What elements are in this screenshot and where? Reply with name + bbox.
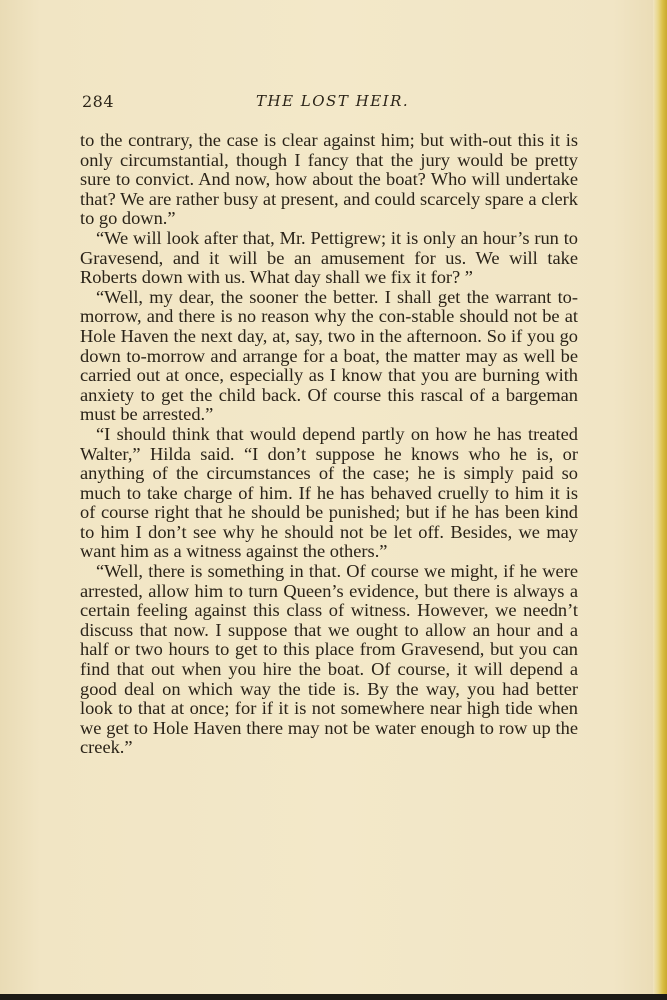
body-text (80, 131, 578, 758)
paragraph: “I should think that would depend partly on how he has treated Walter,” Hilda said. “I don’t suppose he knows who he is, or anything of the circumstances of the case; he is simply paid so much to take charge of him. If he has behaved cruelly to him it is of course right that he should be punished; but if he has been kind to him I don’t see why he should not be let off. Besides, we may want him as a witness against the others.” (80, 423, 578, 562)
running-title: THE LOST HEIR. (256, 92, 410, 110)
paragraph: to the contrary, the case is clear against him; but with-out this it is only circumstantial, though I fancy that the jury would be pretty sure to convict. And now, how about the boat? Who will undertake that? We are rather busy at present, and could scarcely spare a clerk to go down.” (80, 130, 578, 229)
paragraph: “We will look after that, Mr. Pettigrew; it is only an hour’s run to Gravesend, and it will be an amusement for us. We will take Roberts down with us. What day shall we fix it for? ” (80, 227, 578, 288)
page-number: 284 (82, 92, 115, 111)
paragraph: “Well, there is something in that. Of course we might, if he were arrested, allow him to turn Queen’s evidence, but there is always a certain feeling against this class of witness. However, we needn’t discuss that now. I suppose that we ought to allow an hour and a half or two hours to get to this place from Gravesend, but you can find that out when you hire the boat. Of course, it will depend a good deal on which way the tide is. By the way, you had better look to that at once; for if it is not somewhere near high tide when we get to Hole Haven there may not be water enough to row up the creek.” (80, 561, 578, 758)
running-head (78, 92, 578, 114)
paragraph: “Well, my dear, the sooner the better. I shall get the warrant to-morrow, and there is no reason why the con-stable should not be at Hole Haven the next day, at, say, two in the afternoon. So if you go down to-morrow and arrange for a boat, the matter may as well be carried out at once, especially as I know that you are burning with anxiety to get the child back. Of course this rascal of a bargeman must be arrested.” (80, 286, 578, 425)
page-edge (653, 0, 667, 1000)
scan-border (0, 994, 667, 1000)
